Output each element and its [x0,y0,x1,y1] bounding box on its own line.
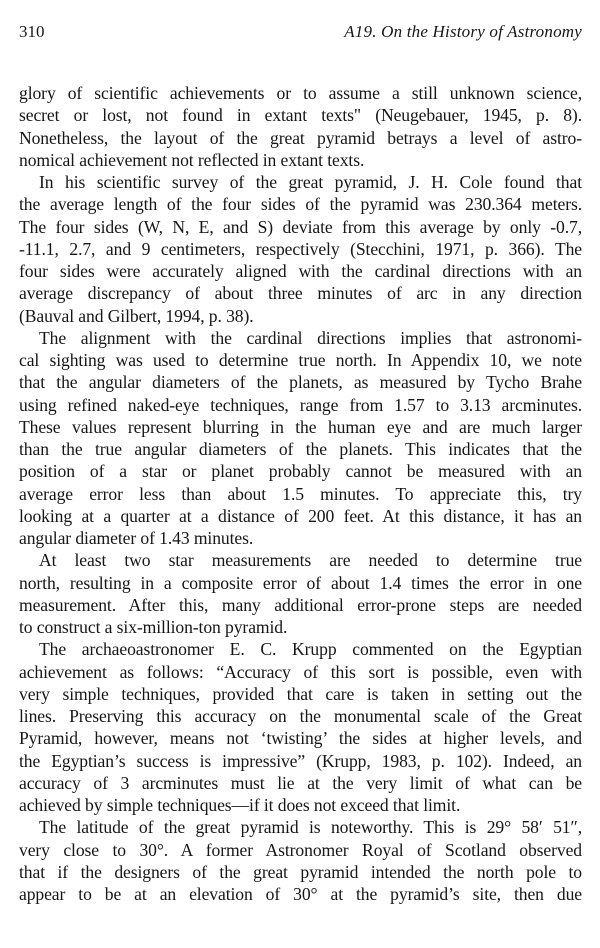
text-line: four sides were accurately aligned with the cardinal directions with an [19,261,582,281]
text-line: accuracy of 3 arcminutes must lie at the very limit of what can be [19,772,582,793]
text-line: that if the designers of the great pyramid intended the north pole to [19,861,582,882]
text-line: These values represent blurring in the human eye and are much larger [19,416,582,437]
text-line: average error less than about 1.5 minutes. To appreciate this, try [19,483,582,504]
page-header [19,20,582,44]
text-line: The four sides (W, N, E, and S) deviate from this average by only -0.7, [19,216,582,237]
text-line: very close to 30°. A former Astronomer Royal of Scotland observed [19,839,582,860]
text-line: very simple techniques, provided that care is taken in setting out the [19,683,582,704]
paragraph [19,327,582,550]
text-line: In his scientific survey of the great pyramid, J. H. Cole found that [39,172,582,192]
text-line: lines. Preserving this accuracy on the monumental scale of the Great [19,706,582,726]
text-line: The latitude of the great pyramid is noteworthy. This is 29° 58′ 51″, [39,817,582,838]
text-line: angular diameter of 1.43 minutes. [19,528,254,548]
running-head: A19. On the History of Astronomy [344,22,582,41]
text-line: looking at a quarter at a distance of 200 feet. At this distance, it has an [19,505,582,526]
text-line: the Egyptian’s success is impressive” (Krupp, 1983, p. 102). Indeed, an [19,750,582,771]
text-line: secret or lost, not found in extant texts" (Neugebauer, 1945, p. 8). [19,105,582,126]
text-line: appear to be at an elevation of 30° at the pyramid’s site, then due [19,884,582,904]
text-line: average discrepancy of about three minutes of arc in any direction [19,283,582,304]
text-line: glory of scientific achievements or to assume a still unknown science, [19,83,582,103]
text-line: (Bauval and Gilbert, 1994, p. 38). [19,305,254,326]
text-line: The alignment with the cardinal directions implies that astronomi- [39,327,582,348]
text-line: measurement. After this, many additional error-prone steps are needed [19,594,582,615]
text-line: achievement as follows: “Accuracy of this sort is possible, even with [19,661,582,682]
paragraph [19,82,582,171]
text-line: -11.1, 2.7, and 9 centimeters, respectively (Stecchini, 1971, p. 366). The [19,238,582,259]
text-line: position of a star or planet probably cannot be measured with an [19,461,582,482]
paragraph [19,638,582,816]
body-text [19,82,582,905]
paragraph [19,549,582,638]
text-line: that the angular diameters of the planets, as measured by Tycho Brahe [19,372,582,393]
text-line: than the true angular diameters of the planets. This indicates that the [19,439,582,459]
text-line: the average length of the four sides of the pyramid was 230.364 meters. [19,194,582,215]
text-line: cal sighting was used to determine true north. In Appendix 10, we note [19,350,582,370]
text-line: using refined naked-eye techniques, range from 1.57 to 3.13 arcminutes. [19,394,582,415]
text-line: Pyramid, however, means not ‘twisting’ the sides at higher levels, and [19,728,582,749]
paragraph [19,816,582,905]
text-line: Nonetheless, the layout of the great pyramid betrays a level of astro- [19,127,582,148]
paragraph [19,171,582,327]
page-number: 310 [19,22,45,41]
text-line: The archaeoastronomer E. C. Krupp commented on the Egyptian [39,639,582,660]
text-line: nomical achievement not reflected in extant texts. [19,149,365,170]
text-line: At least two star measurements are needed to determine true [39,550,582,571]
text-line: to construct a six-million-ton pyramid. [19,617,288,637]
text-line: achieved by simple techniques—if it does not exceed that limit. [19,795,461,815]
text-line: north, resulting in a composite error of about 1.4 times the error in one [19,572,582,593]
